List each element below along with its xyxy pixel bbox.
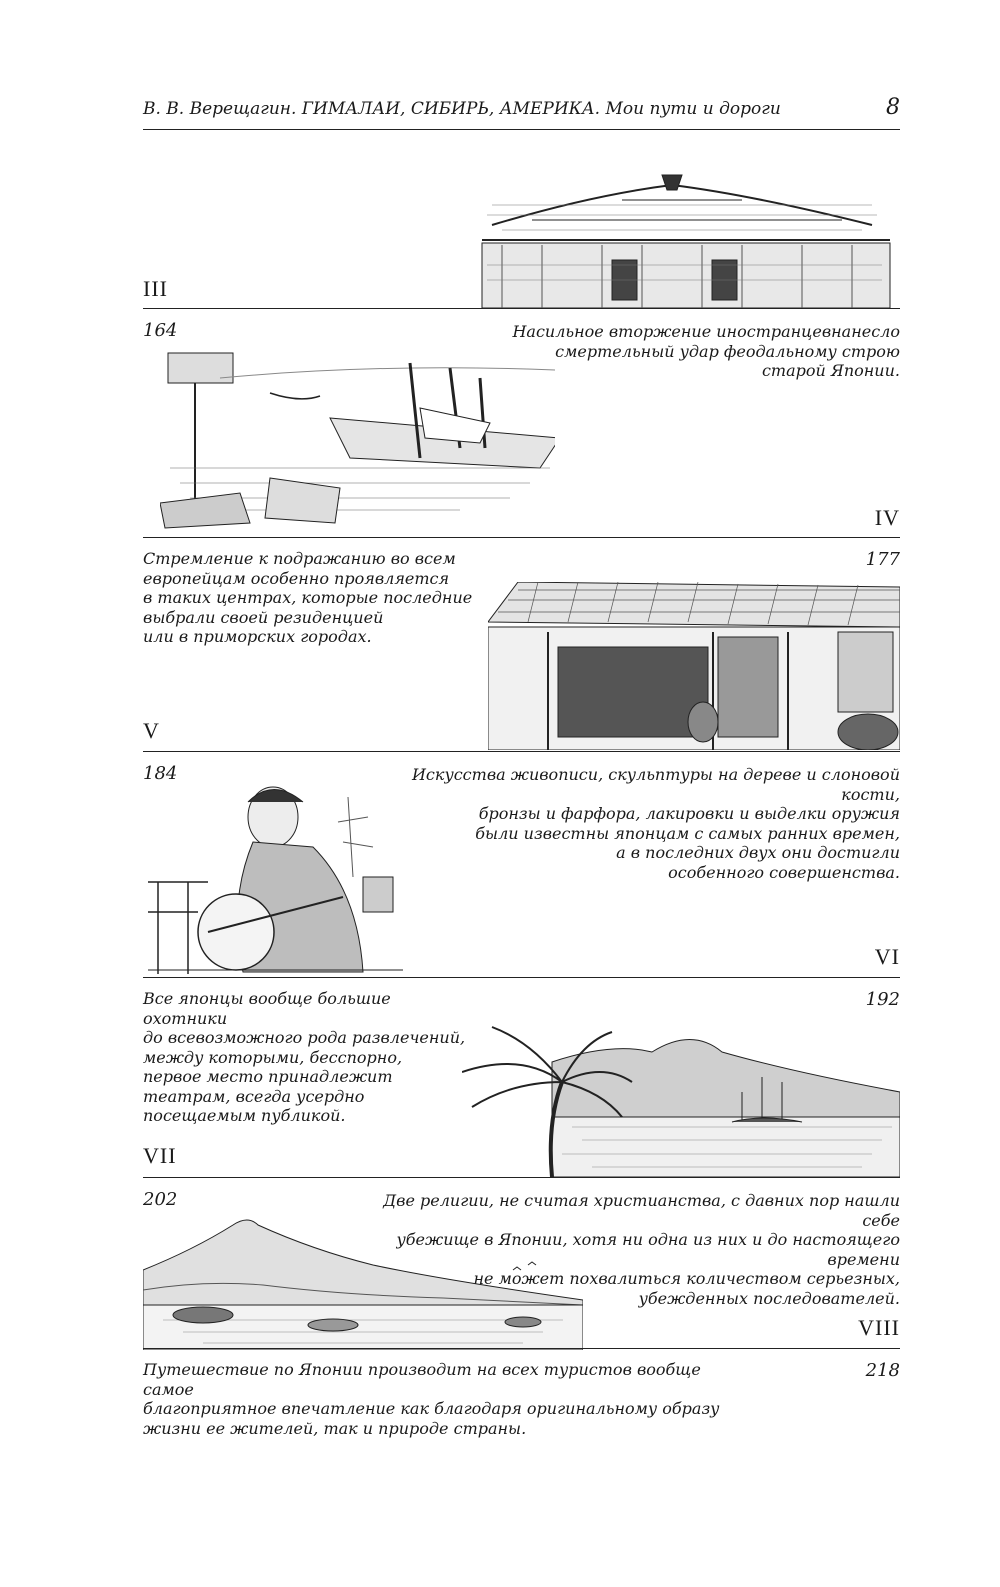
chapter-roman-VIII: VIII (858, 1315, 900, 1340)
chapter-roman-VI: VI (874, 944, 900, 969)
chapter-description: Две религии, не считая христианства, с давних пор нашли себе убежище в Японии, хотя ни одна из них и до настоящего времени не может похвалиться количеством серьезных, убежденных последователей. (383, 1191, 900, 1308)
mountain-lake-illustration (143, 1210, 583, 1350)
chapter-roman-VII: VII (143, 1143, 177, 1168)
chapter-description: Все японцы вообще большие охотники до всевозможного рода развлечений, между которыми, бесспорно, первое место принадлежит театрам, всегда усердно посещаемым публикой. (143, 989, 466, 1125)
chapter-description: Стремление к подражанию во всем европейцам особенно проявляется в таких центрах, которые последние выбрали своей резиденцией или в приморских городах. (143, 549, 473, 646)
chapter-page-192: 192 (865, 989, 900, 1010)
house-veranda-illustration (488, 582, 900, 750)
chapter-description: Насильное вторжение иностранцевнанесло смертельный удар феодальному строю старой Японии. (512, 322, 900, 380)
chapter-page-202: 202 (143, 1189, 178, 1210)
chapter-divider (143, 751, 900, 752)
page-number: 8 (886, 95, 900, 120)
palm-bay-illustration (462, 1022, 900, 1177)
chapter-roman-III: III (143, 276, 168, 301)
harbor-boats-illustration (160, 348, 555, 530)
chapter-description: Путешествие по Японии производит на всех туристов вообще самое благоприятное впечатление как благодаря оригинальному образу жизни ее жителей, так и природе страны. (143, 1360, 720, 1438)
chapter-divider (143, 1348, 900, 1349)
chapter-page-184: 184 (143, 763, 178, 784)
chapter-page-218: 218 (865, 1360, 900, 1381)
chapter-page-177: 177 (865, 549, 900, 570)
chapter-divider (143, 977, 900, 978)
chapter-roman-IV: IV (874, 505, 900, 530)
chapter-roman-V: V (143, 718, 160, 743)
chapter-divider (143, 537, 900, 538)
running-header (143, 95, 900, 130)
chapter-divider (143, 308, 900, 309)
book-title: В. В. Верещагин. ГИМАЛАИ, СИБИРЬ, АМЕРИКА. Мои пути и дороги (143, 99, 781, 119)
woman-with-lute-illustration (148, 782, 403, 974)
chapter-page-164: 164 (143, 320, 178, 341)
chapter-description: Искусства живописи, скульптуры на дереве и слоновой кости, бронзы и фарфора, лакировки и выделки оружия были известны японцам с самых ранних времен, а в последних двух они достигли особенного совершенства. (411, 765, 900, 882)
chapter-divider (143, 1177, 900, 1178)
temple-illustration (472, 165, 900, 308)
